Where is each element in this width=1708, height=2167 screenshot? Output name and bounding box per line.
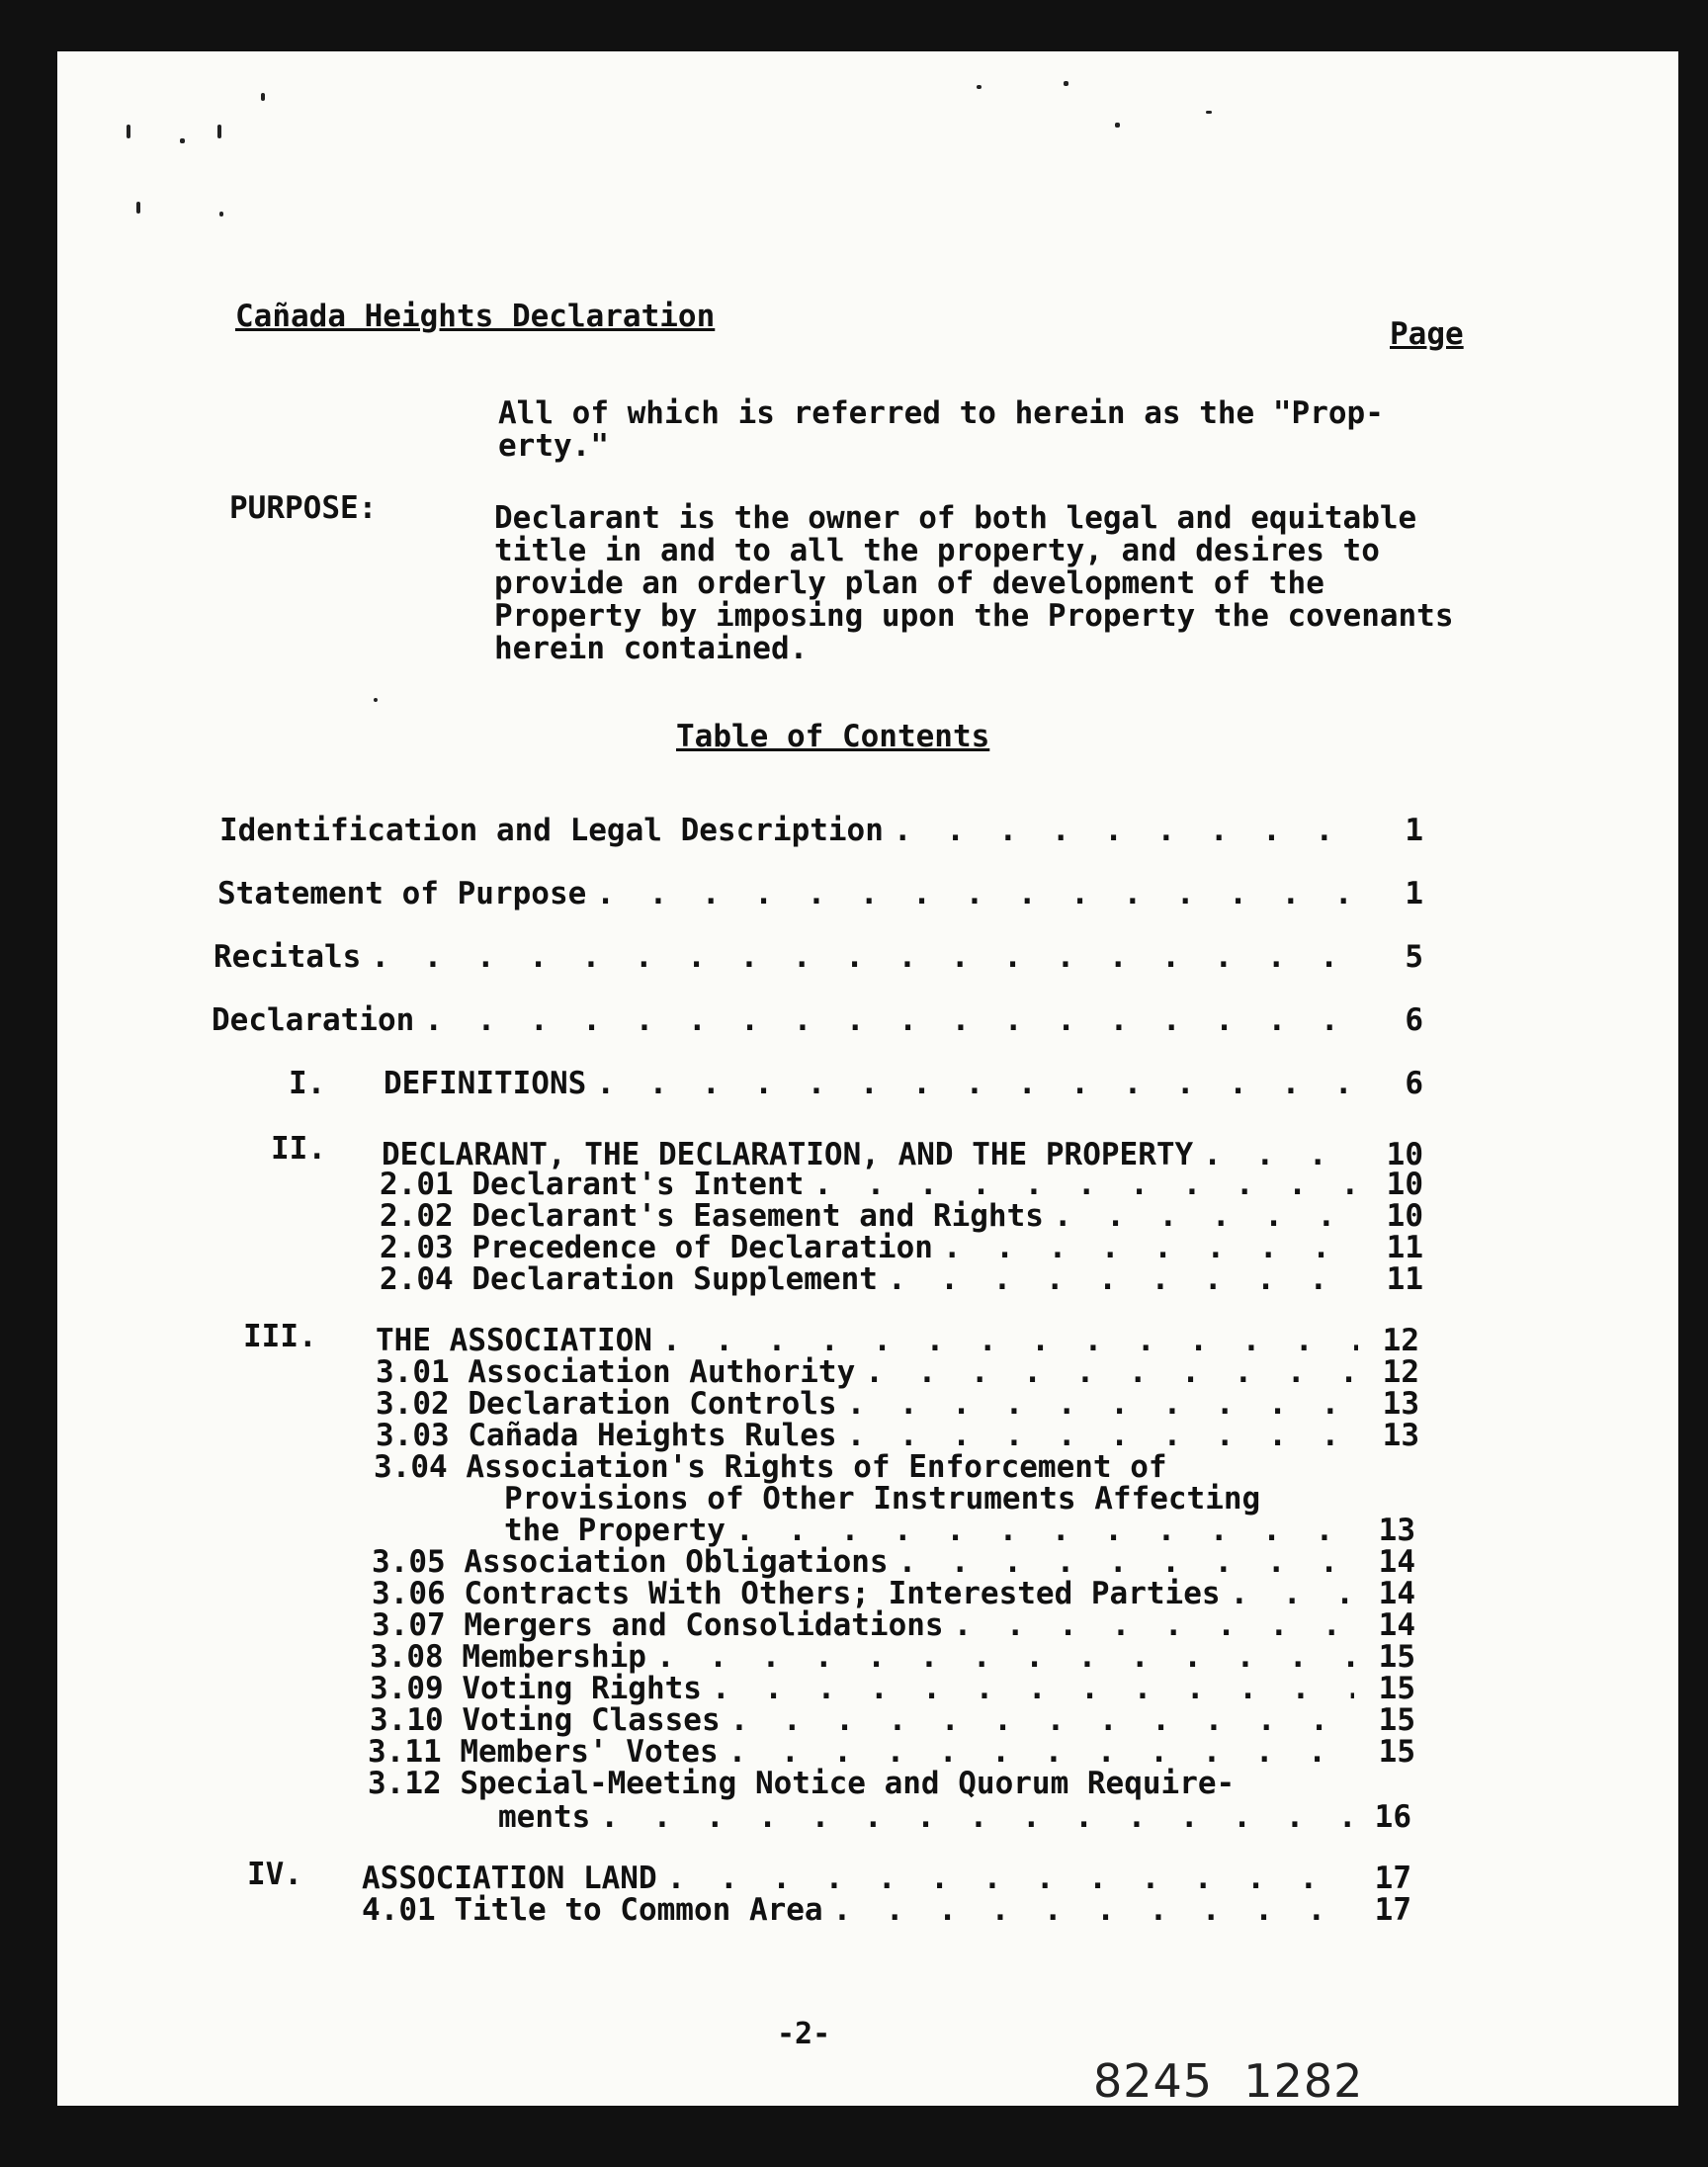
toc-item[interactable] <box>370 1671 1415 1706</box>
toc-item-label-line3: the Property <box>504 1513 726 1548</box>
toc-entry-label: Recitals <box>214 939 362 975</box>
scan-speck <box>374 698 378 702</box>
toc-section-page: 10 <box>1386 1137 1423 1172</box>
toc-item-page: 17 <box>1374 1892 1411 1928</box>
toc-item-page: 14 <box>1378 1607 1415 1643</box>
scan-speck <box>136 202 140 214</box>
leader-dots <box>600 1799 1350 1835</box>
toc-item[interactable] <box>380 1167 1423 1202</box>
toc-section[interactable] <box>362 1861 1411 1896</box>
leader-dots <box>656 1639 1354 1675</box>
document-title: Cañada Heights Declaration <box>235 299 716 334</box>
toc-item-number: 3.01 <box>376 1354 450 1390</box>
leader-dots <box>898 1544 1354 1580</box>
page-column-header: Page <box>1390 316 1464 352</box>
leader-dots <box>730 1702 1354 1738</box>
toc-item-number: 3.09 <box>370 1671 444 1706</box>
toc-item[interactable] <box>372 1607 1415 1643</box>
toc-item-number: 2.03 <box>380 1230 454 1265</box>
toc-item-label: Association Authority <box>468 1354 856 1390</box>
toc-item-label-line1: Special-Meeting Notice and Quorum Require- <box>460 1766 1236 1801</box>
toc-section-page: 12 <box>1382 1323 1419 1358</box>
leader-dots <box>888 1261 1362 1297</box>
scan-speck <box>180 138 185 143</box>
toc-item-label: Precedence of Declaration <box>471 1230 933 1265</box>
toc-item-page: 13 <box>1382 1386 1419 1422</box>
toc-item-number: 3.05 <box>372 1544 446 1580</box>
toc-item-page: 10 <box>1386 1198 1423 1234</box>
toc-item-label: Title to Common Area <box>454 1892 823 1928</box>
section-roman-numeral: II. <box>271 1131 326 1167</box>
toc-entry-page: 6 <box>1405 1002 1423 1038</box>
toc-item[interactable] <box>372 1544 1415 1580</box>
toc-section-title: DEFINITIONS <box>384 1066 587 1101</box>
toc-item-page: 12 <box>1382 1354 1419 1390</box>
toc-entry-page: 5 <box>1405 939 1423 975</box>
leader-dots <box>847 1386 1358 1422</box>
toc-item[interactable] <box>376 1418 1419 1453</box>
toc-item[interactable] <box>372 1576 1415 1611</box>
scan-speck <box>1206 111 1212 114</box>
toc-section[interactable] <box>384 1066 1423 1101</box>
toc-item-page: 15 <box>1378 1639 1415 1675</box>
leader-dots <box>833 1892 1350 1928</box>
toc-title: Table of Contents <box>676 719 990 754</box>
leader-dots <box>596 1066 1362 1101</box>
toc-item-number: 3.03 <box>376 1418 450 1453</box>
toc-item-number: 3.02 <box>376 1386 450 1422</box>
toc-item-label: Association Obligations <box>464 1544 889 1580</box>
scan-speck <box>261 93 265 101</box>
toc-entry[interactable] <box>212 1002 1423 1038</box>
scan-speck <box>1064 81 1068 86</box>
toc-item-number: 3.10 <box>370 1702 444 1738</box>
toc-section-title: DECLARANT, THE DECLARATION, AND THE PROPERTY <box>382 1137 1194 1172</box>
toc-entry-label: Statement of Purpose <box>217 876 587 911</box>
leader-dots <box>847 1418 1358 1453</box>
toc-item-number: 3.04 <box>374 1449 448 1485</box>
toc-item-number: 3.08 <box>370 1639 444 1675</box>
toc-item-number: 3.11 <box>368 1734 442 1770</box>
toc-item[interactable] <box>362 1892 1411 1928</box>
section-roman-numeral: I. <box>289 1066 326 1101</box>
toc-item[interactable] <box>376 1386 1419 1422</box>
toc-item-label: Members' Votes <box>460 1734 719 1770</box>
toc-item-label[interactable] <box>368 1766 1235 1801</box>
page-number: -2- <box>777 2017 831 2051</box>
toc-item-number: 4.01 <box>362 1892 436 1928</box>
toc-section-title: ASSOCIATION LAND <box>362 1861 657 1896</box>
toc-entry[interactable] <box>214 939 1423 975</box>
toc-section-page: 17 <box>1374 1861 1411 1896</box>
toc-item-page: 11 <box>1386 1261 1423 1297</box>
toc-item-label: Declaration Controls <box>468 1386 837 1422</box>
toc-entry-page: 1 <box>1405 813 1423 848</box>
leader-dots <box>954 1607 1354 1643</box>
toc-item-label: Voting Classes <box>462 1702 721 1738</box>
section-roman-numeral: IV. <box>247 1857 302 1892</box>
toc-item[interactable] <box>380 1230 1423 1265</box>
toc-entry-page: 1 <box>1405 876 1423 911</box>
leader-dots <box>943 1230 1362 1265</box>
purpose-paragraph: Declarant is the owner of both legal and equitable title in and to all the property, and desires to provide an orderly plan of development of the Property by imposing upon the Property the covenants herein contained. <box>494 500 1454 666</box>
scan-speck <box>127 125 130 138</box>
toc-item-label: Membership <box>462 1639 646 1675</box>
leader-dots <box>371 939 1362 975</box>
toc-item-number: 2.02 <box>380 1198 454 1234</box>
leader-dots <box>712 1671 1354 1706</box>
toc-item-label: Cañada Heights Rules <box>468 1418 837 1453</box>
toc-item[interactable] <box>498 1799 1411 1835</box>
toc-item-label: Declaration Supplement <box>471 1261 878 1297</box>
toc-item-number: 3.12 <box>368 1766 442 1801</box>
toc-item-page: 14 <box>1378 1576 1415 1611</box>
leader-dots <box>735 1513 1354 1548</box>
toc-item[interactable] <box>380 1198 1423 1234</box>
leader-dots <box>728 1734 1354 1770</box>
leader-dots <box>813 1167 1362 1202</box>
scan-speck <box>217 125 221 138</box>
toc-item-page: 16 <box>1374 1799 1411 1835</box>
intro-paragraph: All of which is referred to herein as the "Prop- erty." <box>498 395 1384 464</box>
scan-speck <box>977 85 982 89</box>
toc-item-number: 2.04 <box>380 1261 454 1297</box>
toc-section-page: 6 <box>1405 1066 1423 1101</box>
leader-dots <box>596 876 1362 911</box>
toc-item-label-line2: ments <box>498 1799 591 1835</box>
leader-dots <box>1231 1576 1354 1611</box>
toc-section-title: THE ASSOCIATION <box>376 1323 652 1358</box>
leader-dots <box>662 1323 1358 1358</box>
toc-item-label: Contracts With Others; Interested Parties <box>464 1576 1221 1611</box>
toc-item-page: 10 <box>1386 1167 1423 1202</box>
toc-item-label-line2: Provisions of Other Instruments Affecting <box>504 1481 1261 1517</box>
purpose-label: PURPOSE: <box>229 490 378 526</box>
toc-item-page: 15 <box>1378 1702 1415 1738</box>
toc-item-number: 3.06 <box>372 1576 446 1611</box>
toc-entry[interactable] <box>217 876 1423 911</box>
toc-item-label: Declarant's Easement and Rights <box>471 1198 1044 1234</box>
toc-item-page: 13 <box>1382 1418 1419 1453</box>
toc-item-label: Declarant's Intent <box>471 1167 805 1202</box>
toc-item-label: Mergers and Consolidations <box>464 1607 944 1643</box>
toc-item-label[interactable] <box>374 1449 1167 1485</box>
toc-item-page: 15 <box>1378 1734 1415 1770</box>
toc-item-number: 2.01 <box>380 1167 454 1202</box>
record-stamp-number: 8245 1282 <box>1093 2054 1364 2108</box>
scan-speck <box>219 212 223 217</box>
toc-item-page: 15 <box>1378 1671 1415 1706</box>
leader-dots <box>865 1354 1358 1390</box>
section-roman-numeral: III. <box>243 1319 317 1354</box>
toc-item[interactable] <box>370 1702 1415 1738</box>
toc-entry-label: Declaration <box>212 1002 415 1038</box>
leader-dots <box>894 813 1362 848</box>
toc-item-page: 14 <box>1378 1544 1415 1580</box>
leader-dots <box>667 1861 1350 1896</box>
toc-entry[interactable] <box>219 813 1423 848</box>
toc-section[interactable] <box>376 1323 1419 1358</box>
toc-item-number: 3.07 <box>372 1607 446 1643</box>
leader-dots <box>424 1002 1362 1038</box>
toc-item[interactable] <box>380 1261 1423 1297</box>
toc-item[interactable] <box>368 1734 1415 1770</box>
toc-item-page: 11 <box>1386 1230 1423 1265</box>
toc-item-label-line1: Association's Rights of Enforcement of <box>466 1449 1167 1485</box>
toc-entry-label: Identification and Legal Description <box>219 813 884 848</box>
toc-item[interactable] <box>370 1639 1415 1675</box>
scan-speck <box>1115 123 1120 128</box>
toc-item[interactable] <box>376 1354 1419 1390</box>
leader-dots <box>1054 1198 1362 1234</box>
toc-item-page: 13 <box>1378 1513 1415 1548</box>
toc-item[interactable] <box>504 1513 1415 1548</box>
toc-item-label: Voting Rights <box>462 1671 702 1706</box>
